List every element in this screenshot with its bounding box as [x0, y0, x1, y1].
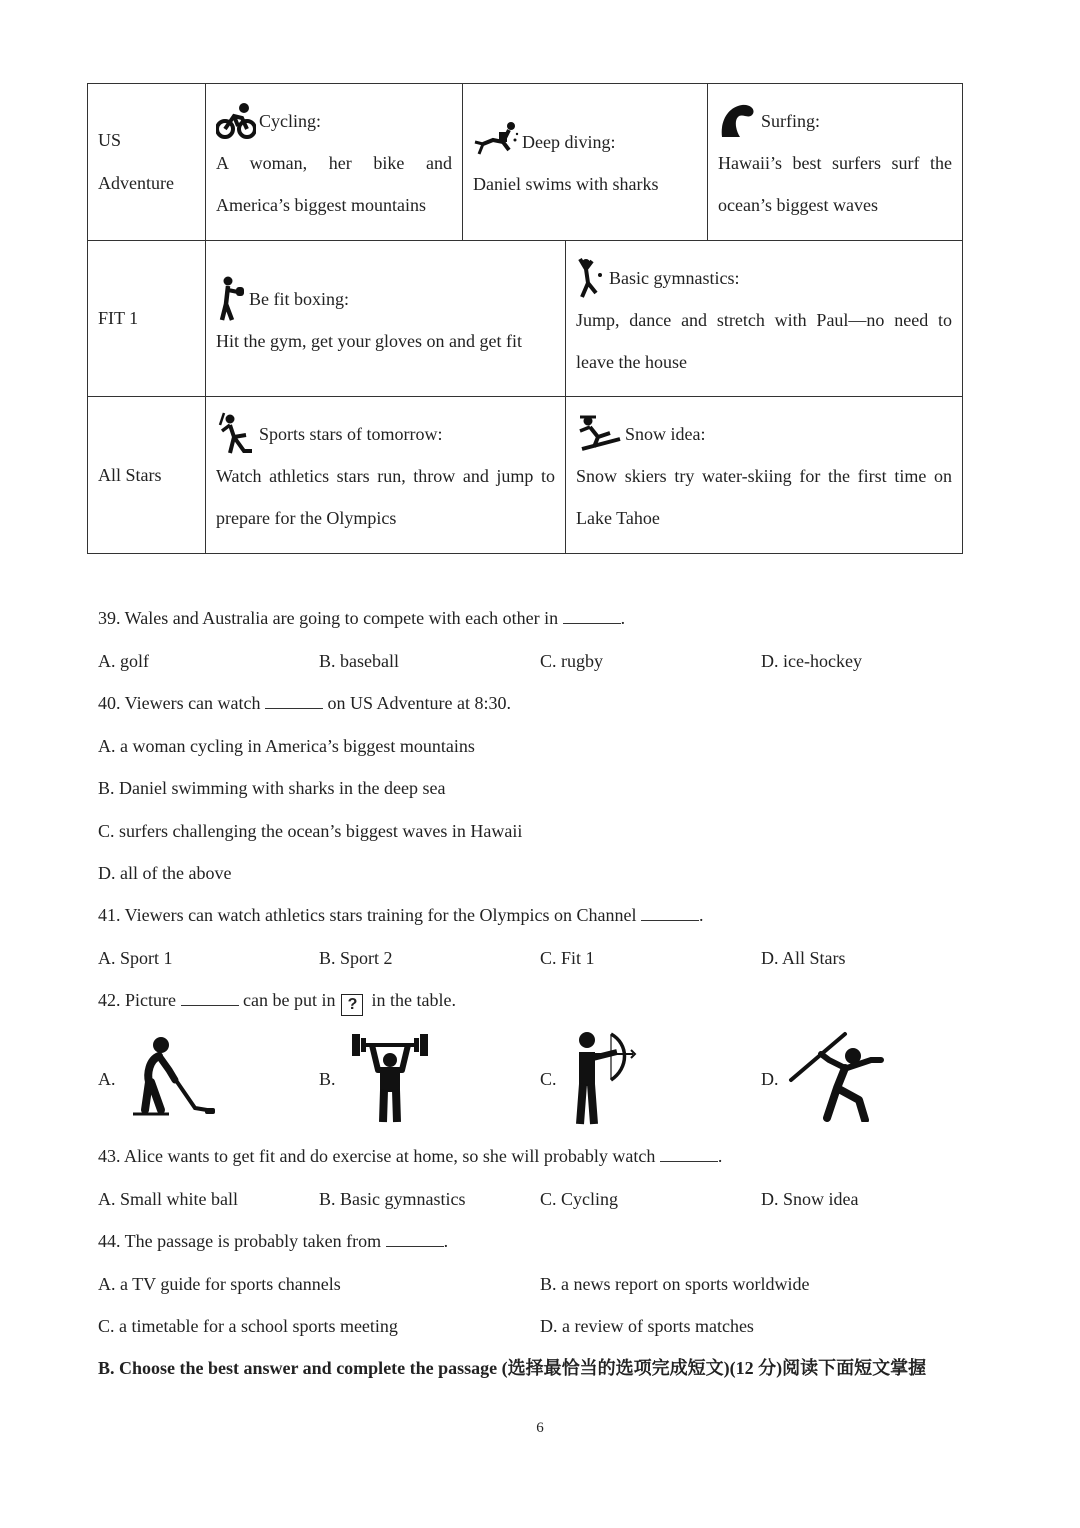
option-41-c: C. Fit 1	[540, 948, 595, 968]
program-description: Hawaii’s best surfers surf the	[718, 153, 953, 173]
question-39: 39. Wales and Australia are going to compete with each other in .	[98, 608, 626, 628]
javelin-icon	[785, 1030, 887, 1122]
program-boxing	[206, 241, 566, 397]
question-43: 43. Alice wants to get fit and do exercise at home, so she will probably watch .	[98, 1146, 723, 1166]
program-description: leave the house	[576, 351, 687, 372]
question-41: 41. Viewers can watch athletics stars training for the Olympics on Channel .	[98, 905, 704, 925]
option-39-c: C. rugby	[540, 651, 603, 671]
question-mark-box: ?	[341, 994, 363, 1016]
option-44-a: A. a TV guide for sports channels	[98, 1274, 341, 1294]
option-42-a: A.	[98, 1069, 116, 1089]
program-gymnastics	[566, 241, 963, 397]
gymnastics-icon	[576, 257, 606, 299]
option-42-c: C.	[540, 1069, 557, 1089]
program-description: prepare for the Olympics	[216, 508, 397, 528]
deep-diving-icon	[473, 120, 519, 164]
answer-blank	[181, 989, 239, 1006]
answer-blank	[660, 1145, 718, 1162]
surfing-icon	[718, 101, 758, 141]
channel-all-stars: All Stars	[88, 397, 206, 554]
question-40: 40. Viewers can watch on US Adventure at 8:30.	[98, 693, 512, 713]
table-row-us-adventure	[88, 84, 963, 241]
section-b-heading: B. Choose the best answer and complete the passage (选择最恰当的选项完成短文)(12 分)阅读下面短文掌握	[98, 1358, 927, 1378]
program-description: Lake Tahoe	[576, 508, 660, 528]
program-description: ocean’s biggest waves	[718, 195, 878, 215]
program-description: A woman, her bike and	[216, 153, 452, 173]
water-skiing-icon	[576, 413, 622, 455]
program-description: Snow skiers try water-skiing for the first time on	[576, 466, 953, 486]
weightlifting-icon	[348, 1032, 432, 1124]
tv-guide-table	[87, 83, 963, 554]
option-42-b: B.	[319, 1069, 336, 1089]
program-title: Cycling:	[259, 111, 321, 131]
channel-fit-1: FIT 1	[88, 241, 206, 397]
program-title: Deep diving:	[522, 132, 616, 152]
program-description: Watch athletics stars run, throw and jump to	[216, 466, 555, 486]
option-43-d: D. Snow idea	[761, 1189, 859, 1209]
option-39-a: A. golf	[98, 651, 149, 671]
option-43-a: A. Small white ball	[98, 1189, 238, 1209]
option-40-b: B. Daniel swimming with sharks in the deep sea	[98, 778, 446, 798]
program-description: Jump, dance and stretch with Paul—no need to	[576, 309, 953, 330]
boxing-icon	[216, 276, 246, 322]
option-44-d: D. a review of sports matches	[540, 1316, 754, 1336]
program-title: Sports stars of tomorrow:	[259, 424, 443, 444]
answer-blank	[265, 692, 323, 709]
option-40-d: D. all of the above	[98, 863, 232, 883]
answer-blank	[386, 1230, 444, 1247]
program-cycling	[206, 84, 463, 241]
program-description: Daniel swims with sharks	[473, 174, 659, 194]
question-42: 42. Picture can be put in ? in the table.	[98, 988, 978, 1016]
ice-hockey-icon	[125, 1036, 220, 1118]
option-39-b: B. baseball	[319, 651, 399, 671]
option-41-a: A. Sport 1	[98, 948, 173, 968]
option-40-c: C. surfers challenging the ocean’s biggest waves in Hawaii	[98, 821, 523, 841]
page-number: 6	[536, 1420, 544, 1436]
option-41-b: B. Sport 2	[319, 948, 393, 968]
program-description: America’s biggest mountains	[216, 195, 426, 215]
archery-icon	[565, 1030, 637, 1126]
program-water-skiing	[566, 397, 963, 554]
option-39-d: D. ice-hockey	[761, 651, 862, 671]
answer-blank	[641, 904, 699, 921]
program-description: Hit the gym, get your gloves on and get fit	[216, 330, 522, 351]
program-title: Basic gymnastics:	[609, 267, 740, 288]
program-title: Snow idea:	[625, 424, 706, 444]
program-title: Be fit boxing:	[249, 288, 349, 309]
channel-us-adventure: US Adventure	[88, 84, 206, 241]
program-athletics	[206, 397, 566, 554]
program-title: Surfing:	[761, 111, 821, 131]
option-43-c: C. Cycling	[540, 1189, 619, 1209]
answer-blank	[563, 607, 621, 624]
cycling-icon	[216, 102, 256, 140]
table-row-fit-1	[88, 241, 963, 397]
option-43-b: B. Basic gymnastics	[319, 1189, 466, 1209]
option-44-b: B. a news report on sports worldwide	[540, 1274, 810, 1294]
option-40-a: A. a woman cycling in America’s biggest mountains	[98, 736, 475, 756]
option-42-d: D.	[761, 1069, 779, 1089]
option-41-d: D. All Stars	[761, 948, 846, 968]
table-row-all-stars	[88, 397, 963, 554]
program-surfing	[708, 84, 963, 241]
question-44: 44. The passage is probably taken from .	[98, 1231, 449, 1251]
option-44-c: C. a timetable for a school sports meeting	[98, 1316, 398, 1336]
program-deep-diving	[463, 84, 708, 241]
athletics-icon	[216, 411, 256, 457]
